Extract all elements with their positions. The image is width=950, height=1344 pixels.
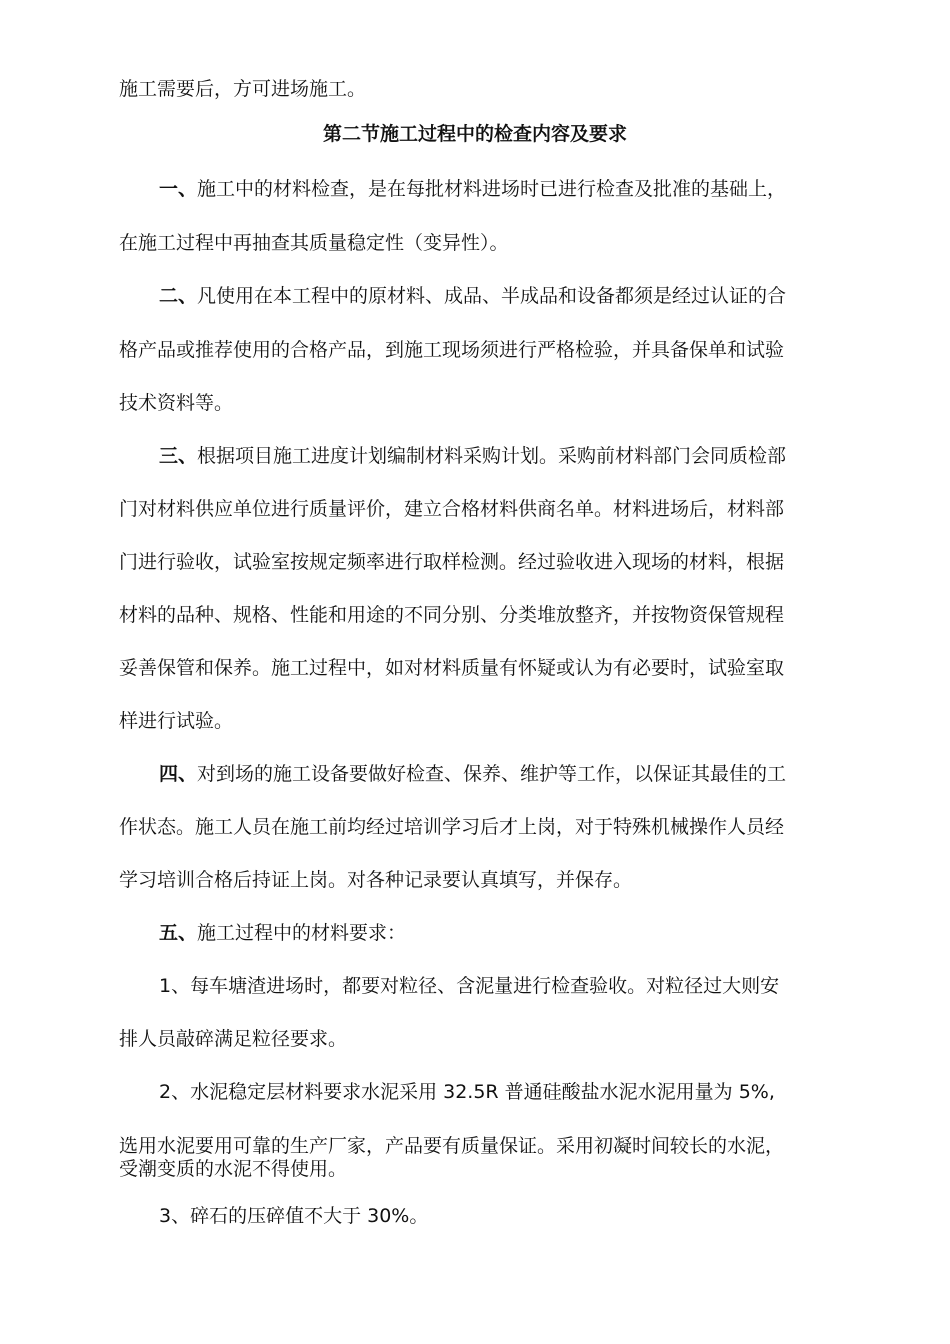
paragraph-4-number: 四、 <box>159 763 198 785</box>
paragraph-2-line-3: 技术资料等。 <box>119 392 234 414</box>
paragraph-4-text: 对到场的施工设备要做好检查、保养、维护等工作，以保证其最佳的工 <box>197 763 787 785</box>
text-line: 施工需要后，方可进场施工。 <box>119 78 367 100</box>
paragraph-5-text: 施工过程中的材料要求： <box>197 922 407 944</box>
section-title: 第二节施工过程中的检查内容及要求 <box>322 123 627 145</box>
paragraph-1-line-2: 在施工过程中再抽查其质量稳定性（变异性）。 <box>119 232 509 254</box>
paragraph-1-line-1 <box>159 176 786 202</box>
paragraph-3-text: 根据项目施工进度计划编制材料采购计划。采购前材料部门会同质检部 <box>197 445 787 467</box>
paragraph-4-line-2: 作状态。施工人员在施工前均经过培训学习后才上岗，对于特殊机械操作人员经 <box>119 816 785 838</box>
paragraph-5-line-1 <box>159 920 406 946</box>
paragraph-3-line-5: 妥善保管和保养。施工过程中，如对材料质量有怀疑或认为有必要时，试验室取 <box>119 657 785 679</box>
paragraph-1-number: 一、 <box>159 178 198 200</box>
paragraph-3-number: 三、 <box>159 445 198 467</box>
paragraph-3-line-2: 门对材料供应单位进行质量评价，建立合格材料供商名单。材料进场后，材料部 <box>119 498 785 520</box>
item-2-line-3: 受潮变质的水泥不得使用。 <box>119 1158 348 1180</box>
paragraph-3-line-1 <box>159 443 786 469</box>
item-2-line-1: 2、水泥稳定层材料要求水泥采用 32.5R 普通硅酸盐水泥水泥用量为 5%, <box>159 1081 775 1103</box>
paragraph-5-number: 五、 <box>159 922 198 944</box>
paragraph-4-line-3: 学习培训合格后持证上岗。对各种记录要认真填写，并保存。 <box>119 869 633 891</box>
item-3-line-1: 3、碎石的压碎值不大于 30%。 <box>159 1205 429 1227</box>
item-1-line-2: 排人员敲碎满足粒径要求。 <box>119 1028 348 1050</box>
paragraph-3-line-6: 样进行试验。 <box>119 710 234 732</box>
paragraph-2-line-1 <box>159 283 786 309</box>
paragraph-4-line-1 <box>159 761 786 787</box>
paragraph-2-number: 二、 <box>159 285 198 307</box>
paragraph-1-text: 施工中的材料检查，是在每批材料进场时已进行检查及批准的基础上， <box>197 178 787 200</box>
item-2-line-2: 选用水泥要用可靠的生产厂家，产品要有质量保证。采用初凝时间较长的水泥， <box>119 1135 785 1157</box>
paragraph-2-text: 凡使用在本工程中的原材料、成品、半成品和设备都须是经过认证的合 <box>197 285 787 307</box>
paragraph-2-line-2: 格产品或推荐使用的合格产品，到施工现场须进行严格检验，并具备保单和试验 <box>119 339 785 361</box>
paragraph-3-line-3: 门进行验收，试验室按规定频率进行取样检测。经过验收进入现场的材料，根据 <box>119 551 785 573</box>
item-1-line-1: 1、每车塘渣进场时，都要对粒径、含泥量进行检查验收。对粒径过大则安 <box>159 975 780 997</box>
paragraph-3-line-4: 材料的品种、规格、性能和用途的不同分别、分类堆放整齐，并按物资保管规程 <box>119 604 785 626</box>
